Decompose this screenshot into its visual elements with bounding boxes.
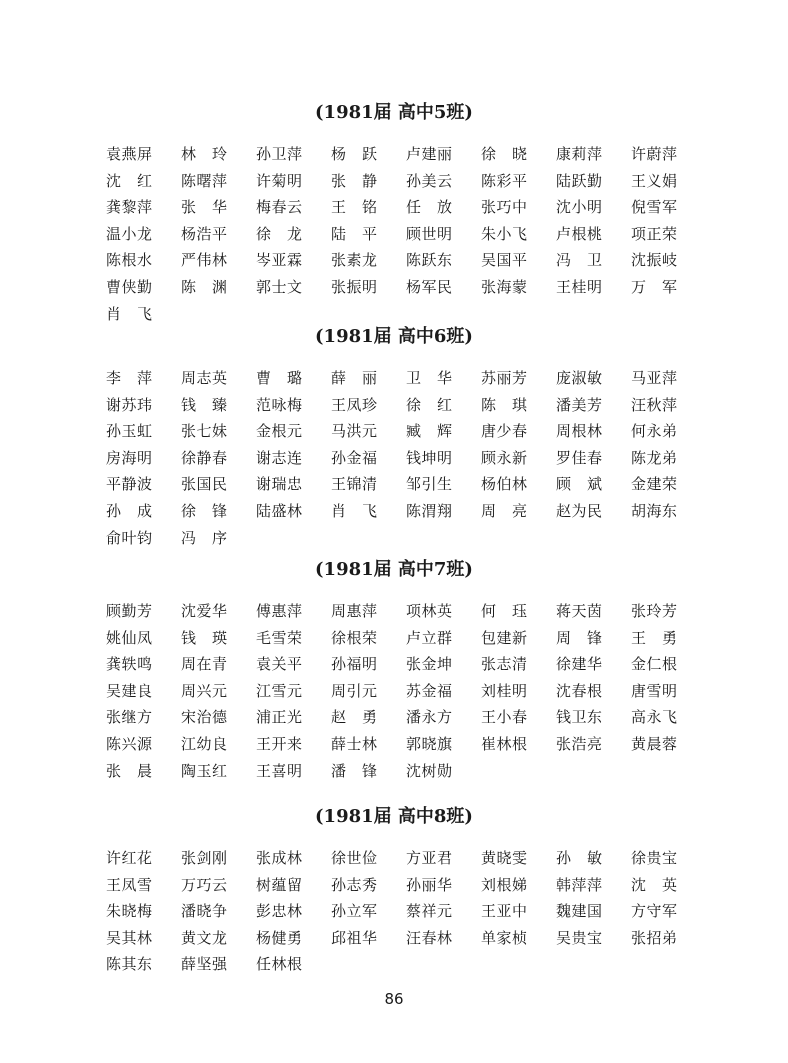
student-name: 张素龙: [331, 251, 378, 270]
student-name: 马亚萍: [631, 369, 678, 387]
student-name: 孙卫萍: [256, 145, 303, 163]
student-name: 苏丽芳: [481, 369, 528, 387]
name-row: [106, 629, 686, 656]
name-row: [106, 422, 686, 449]
student-name: 吴贵宝: [556, 928, 603, 947]
student-name: 罗佳春: [556, 448, 603, 467]
student-name: 王小春: [481, 708, 528, 727]
student-name: 郭晓旗: [406, 734, 453, 753]
student-name: 孙美云: [406, 171, 453, 190]
student-name: 周志英: [181, 369, 228, 387]
student-name: 傅惠萍: [256, 602, 303, 620]
student-name: 汪秋萍: [631, 395, 678, 414]
student-name: 周惠萍: [331, 602, 378, 620]
student-name: 朱晓梅: [106, 902, 153, 921]
student-name: 王 勇: [631, 628, 678, 647]
student-name: 何永弟: [631, 422, 678, 441]
student-name: 蔡祥元: [406, 902, 453, 921]
student-name: 徐 锋: [181, 501, 228, 520]
student-name: 严伟林: [181, 251, 228, 270]
student-name: 汪春林: [406, 928, 453, 947]
student-name: 孙玉虹: [106, 422, 153, 441]
student-name: 江幼良: [181, 734, 228, 753]
name-row: [106, 172, 686, 199]
student-name: 王 铭: [331, 198, 378, 217]
student-name: 杨军民: [406, 277, 453, 296]
student-name: 陈兴源: [106, 734, 153, 753]
student-name: 梅春云: [256, 198, 303, 217]
student-name: 李 萍: [106, 369, 153, 387]
student-name: 王喜明: [256, 761, 303, 780]
student-name: 俞叶钧: [106, 528, 153, 547]
student-name: 周在青: [181, 655, 228, 674]
student-name: 魏建国: [556, 902, 603, 921]
student-name: 沈爱华: [181, 602, 228, 620]
name-row: [106, 735, 686, 762]
student-name: 张浩亮: [556, 734, 603, 753]
student-name: 张巧中: [481, 198, 528, 217]
student-name: 宋治德: [181, 708, 228, 727]
name-grid: [106, 602, 686, 788]
student-name: 陈其东: [106, 955, 153, 974]
student-name: 许菊明: [256, 171, 303, 190]
student-name: 钱卫东: [556, 708, 603, 727]
student-name: 黄晨蓉: [631, 734, 678, 753]
student-name: 周 亮: [481, 501, 528, 520]
student-name: 曹侠勤: [106, 277, 153, 296]
student-name: 徐 龙: [256, 224, 303, 243]
student-name: 潘美芳: [556, 395, 603, 414]
student-name: 浦正光: [256, 708, 303, 727]
student-name: 陈根水: [106, 251, 153, 270]
student-name: 张玲芳: [631, 602, 678, 620]
student-name: 钱 瑛: [181, 628, 228, 647]
student-name: 谢志连: [256, 448, 303, 467]
student-name: 陈龙弟: [631, 448, 678, 467]
student-name: 韩萍萍: [556, 875, 603, 894]
student-name: 方守军: [631, 902, 678, 921]
student-name: 徐世俭: [331, 849, 378, 867]
name-row: [106, 251, 686, 278]
name-row: [106, 929, 686, 956]
student-name: 吴其林: [106, 928, 153, 947]
student-name: 黄晓雯: [481, 849, 528, 867]
student-name: 陆盛林: [256, 501, 303, 520]
student-name: 姚仙凤: [106, 628, 153, 647]
student-name: 范咏梅: [256, 395, 303, 414]
student-name: 唐雪明: [631, 681, 678, 700]
section-title: (1981届 高中8班): [315, 806, 473, 827]
student-name: 赵 勇: [331, 708, 378, 727]
student-name: 钱 臻: [181, 395, 228, 414]
student-name: 张成林: [256, 849, 303, 867]
student-name: 许红花: [106, 849, 153, 867]
student-name: 赵为民: [556, 501, 603, 520]
name-row: [106, 449, 686, 476]
student-name: 陈 琪: [481, 395, 528, 414]
student-name: 潘晓争: [181, 902, 228, 921]
student-name: 张海蒙: [481, 277, 528, 296]
student-name: 金仁根: [631, 655, 678, 674]
student-name: 张振明: [331, 277, 378, 296]
student-name: 万巧云: [181, 875, 228, 894]
student-name: 冯 序: [181, 528, 228, 547]
student-name: 沈 红: [106, 171, 153, 190]
student-name: 卫 华: [406, 369, 453, 387]
student-name: 唐少春: [481, 422, 528, 441]
student-name: 薛坚强: [181, 955, 228, 974]
student-name: 龚轶鸣: [106, 655, 153, 674]
student-name: 张志清: [481, 655, 528, 674]
student-name: 王凤珍: [331, 395, 378, 414]
student-name: 杨 跃: [331, 145, 378, 163]
student-name: 倪雪军: [631, 198, 678, 217]
student-name: 康莉萍: [556, 145, 603, 163]
student-name: 王义娟: [631, 171, 678, 190]
student-name: 周根林: [556, 422, 603, 441]
name-grid: [106, 849, 686, 982]
student-name: 张七妹: [181, 422, 228, 441]
student-name: 金建荣: [631, 475, 678, 494]
name-grid: [106, 369, 686, 555]
student-name: 卢建丽: [406, 145, 453, 163]
student-name: 沈春根: [556, 681, 603, 700]
student-name: 陈彩平: [481, 171, 528, 190]
student-name: 张国民: [181, 475, 228, 494]
student-name: 刘桂明: [481, 681, 528, 700]
student-name: 谢苏玮: [106, 395, 153, 414]
name-row: [106, 708, 686, 735]
student-name: 任 放: [406, 198, 453, 217]
student-name: 孙立军: [331, 902, 378, 921]
name-row: [106, 145, 686, 172]
student-name: 陈 渊: [181, 277, 228, 296]
student-name: 孙丽华: [406, 875, 453, 894]
student-name: 高永飞: [631, 708, 678, 727]
student-name: 王桂明: [556, 277, 603, 296]
student-name: 万 军: [631, 277, 678, 296]
student-name: 张 晨: [106, 761, 153, 780]
name-grid: [106, 145, 686, 331]
student-name: 陈曙萍: [181, 171, 228, 190]
student-name: 金根元: [256, 422, 303, 441]
student-name: 臧 辉: [406, 422, 453, 441]
student-name: 徐根荣: [331, 628, 378, 647]
student-name: 周 锋: [556, 628, 603, 647]
student-name: 吴国平: [481, 251, 528, 270]
student-name: 王锦清: [331, 475, 378, 494]
student-name: 崔林根: [481, 734, 528, 753]
student-name: 单家桢: [481, 928, 528, 947]
student-name: 陆 平: [331, 224, 378, 243]
student-name: 沈 英: [631, 875, 678, 894]
student-name: 徐 红: [406, 395, 453, 414]
student-name: 顾永新: [481, 448, 528, 467]
student-name: 黄文龙: [181, 928, 228, 947]
student-name: 孙志秀: [331, 875, 378, 894]
student-name: 平静波: [106, 475, 153, 494]
student-name: 方亚君: [406, 849, 453, 867]
student-name: 杨伯林: [481, 475, 528, 494]
name-row: [106, 475, 686, 502]
student-name: 徐 晓: [481, 145, 528, 163]
student-name: 肖 飞: [331, 501, 378, 520]
student-name: 龚黎萍: [106, 198, 153, 217]
name-row: [106, 876, 686, 903]
student-name: 彭忠林: [256, 902, 303, 921]
name-row: [106, 762, 686, 789]
student-name: 钱坤明: [406, 448, 453, 467]
student-name: 蒋天茵: [556, 602, 603, 620]
student-name: 谢瑞忠: [256, 475, 303, 494]
student-name: 邹引生: [406, 475, 453, 494]
name-row: [106, 902, 686, 929]
student-name: 周引元: [331, 681, 378, 700]
student-name: 卢根桃: [556, 224, 603, 243]
student-name: 许蔚萍: [631, 145, 678, 163]
student-name: 陈渭翔: [406, 501, 453, 520]
student-name: 房海明: [106, 448, 153, 467]
student-name: 张 静: [331, 171, 378, 190]
student-name: 项正荣: [631, 224, 678, 243]
name-row: [106, 225, 686, 252]
student-name: 张继方: [106, 708, 153, 727]
student-name: 孙 敏: [556, 849, 603, 867]
name-row: [106, 396, 686, 423]
student-name: 徐静春: [181, 448, 228, 467]
student-name: 吴建良: [106, 681, 153, 700]
student-name: 胡海东: [631, 501, 678, 520]
student-name: 顾 斌: [556, 475, 603, 494]
student-name: 张剑刚: [181, 849, 228, 867]
name-row: [106, 502, 686, 529]
student-name: 朱小飞: [481, 224, 528, 243]
name-row: [106, 682, 686, 709]
section-title: (1981届 高中7班): [315, 559, 473, 580]
section-title: (1981届 高中6班): [315, 326, 473, 347]
student-name: 任林根: [256, 955, 303, 974]
student-name: 温小龙: [106, 224, 153, 243]
student-name: 沈树勋: [406, 761, 453, 780]
student-name: 潘 锋: [331, 761, 378, 780]
student-name: 邱祖华: [331, 928, 378, 947]
student-name: 项林英: [406, 602, 453, 620]
student-name: 孙福明: [331, 655, 378, 674]
student-name: 杨浩平: [181, 224, 228, 243]
student-name: 林 玲: [181, 145, 228, 163]
name-row: [106, 529, 686, 556]
student-name: 陶玉红: [181, 761, 228, 780]
student-name: 树蕴留: [256, 875, 303, 894]
student-name: 陈跃东: [406, 251, 453, 270]
name-row: [106, 369, 686, 396]
student-name: 徐贵宝: [631, 849, 678, 867]
student-name: 王凤雪: [106, 875, 153, 894]
student-name: 沈小明: [556, 198, 603, 217]
student-name: 顾勤芳: [106, 602, 153, 620]
student-name: 顾世明: [406, 224, 453, 243]
name-row: [106, 849, 686, 876]
student-name: 沈振岐: [631, 251, 678, 270]
student-name: 张招弟: [631, 928, 678, 947]
name-row: [106, 602, 686, 629]
page-number: 86: [384, 990, 404, 1008]
student-name: 江雪元: [256, 681, 303, 700]
student-name: 张金坤: [406, 655, 453, 674]
name-row: [106, 198, 686, 225]
student-name: 肖 飞: [106, 304, 153, 323]
student-name: 王亚中: [481, 902, 528, 921]
student-name: 袁燕屏: [106, 145, 153, 163]
student-name: 潘永方: [406, 708, 453, 727]
student-name: 王开来: [256, 734, 303, 753]
student-name: 何 珏: [481, 602, 528, 620]
student-name: 刘根娣: [481, 875, 528, 894]
name-row: [106, 655, 686, 682]
student-name: 孙 成: [106, 501, 153, 520]
student-name: 庞淑敏: [556, 369, 603, 387]
student-name: 陆跃勤: [556, 171, 603, 190]
student-name: 卢立群: [406, 628, 453, 647]
student-name: 张 华: [181, 198, 228, 217]
student-name: 毛雪荣: [256, 628, 303, 647]
student-name: 郭士文: [256, 277, 303, 296]
section-title: (1981届 高中5班): [315, 102, 473, 123]
name-row: [106, 278, 686, 305]
student-name: 袁关平: [256, 655, 303, 674]
student-name: 徐建华: [556, 655, 603, 674]
student-name: 周兴元: [181, 681, 228, 700]
student-name: 苏金福: [406, 681, 453, 700]
student-name: 岑亚霖: [256, 251, 303, 270]
student-name: 薛士林: [331, 734, 378, 753]
student-name: 冯 卫: [556, 251, 603, 270]
student-name: 孙金福: [331, 448, 378, 467]
student-name: 马洪元: [331, 422, 378, 441]
student-name: 包建新: [481, 628, 528, 647]
student-name: 薛 丽: [331, 369, 378, 387]
name-row: [106, 955, 686, 982]
student-name: 杨健勇: [256, 928, 303, 947]
student-name: 曹 璐: [256, 369, 303, 387]
